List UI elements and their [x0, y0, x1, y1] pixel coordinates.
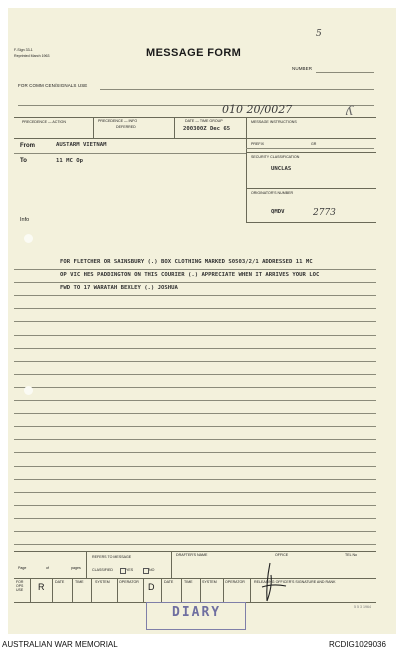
from-value: AUSTARM VIETNAM: [56, 142, 107, 148]
ruled-line: [14, 439, 376, 440]
print-code: 5 5 3 1964: [354, 605, 371, 609]
number-label: NUMBER: [292, 66, 313, 71]
ruled-line: [14, 400, 376, 401]
originator-value: QMDV: [271, 209, 285, 215]
info-label: Info: [20, 217, 30, 223]
ruled-line: [14, 361, 376, 362]
yes-label: YES: [126, 568, 134, 572]
ruled-line: [14, 518, 376, 519]
of-label: of: [46, 566, 49, 570]
signature: [258, 561, 288, 607]
ruled-line: [14, 308, 376, 309]
ruled-line: [14, 387, 376, 388]
dtg-value: 200300Z Dec 65: [183, 126, 231, 132]
ruled-line: [14, 348, 376, 349]
prefix-label: PREFIX: [251, 142, 264, 146]
originator-handwritten: 2773: [313, 208, 336, 218]
for-comm-label: FOR COMM CEN/SIGNALS USE: [18, 83, 88, 88]
dtg-label: DATE — TIME GROUP: [185, 119, 223, 123]
system-label-r: SYSTEM: [95, 580, 110, 584]
ruled-line: [14, 479, 376, 480]
originator-label: ORIGINATOR'S NUMBER: [251, 191, 294, 195]
punch-hole-bottom: [24, 386, 33, 395]
message-line-3: FWD TO 17 WARATAH BEXLEY (.) JOSHUA: [60, 285, 178, 291]
diary-stamp-text: DIARY: [172, 605, 222, 620]
drafter-label: DRAFTER'S NAME: [176, 553, 208, 557]
time-label-d: TIME: [184, 580, 193, 584]
ruled-line: [14, 531, 376, 532]
date-label-d: DATE: [164, 580, 174, 584]
system-label-d: SYSTEM: [202, 580, 217, 584]
office-label: OFFICE: [275, 553, 289, 557]
ruled-line: [14, 269, 376, 270]
operator-label-r: OPERATOR: [119, 580, 139, 584]
ruled-line: [14, 466, 376, 467]
time-label-r: TIME: [75, 580, 84, 584]
d-box-letter: D: [148, 582, 155, 592]
reprinted-note: Reprinted March 1963: [14, 54, 50, 58]
security-label: SECURITY CLASSIFICATION: [251, 155, 300, 159]
r-box-letter: R: [38, 582, 45, 592]
security-value: UNCLAS: [271, 166, 292, 172]
releasing-label: RELEASING OFFICER'S SIGNATURE AND RANK: [254, 580, 336, 584]
form-title: MESSAGE FORM: [146, 47, 242, 59]
ruled-line: [14, 374, 376, 375]
to-label: To: [20, 158, 27, 164]
margin-check-mark: ʎ: [346, 104, 354, 119]
tel-label: TEL No: [345, 553, 358, 557]
classified-label: CLASSIFIED: [92, 568, 113, 572]
from-label: From: [20, 143, 35, 149]
deferred-label: DEFERRED: [116, 125, 136, 129]
corner-mark: 5: [316, 29, 322, 39]
message-line-1: FOR FLETCHER OR SAINSBURY (.) BOX CLOTHING MARKED S0503/2/1 ADDRESSED 11 MC: [60, 259, 313, 265]
ruled-line: [14, 544, 376, 545]
footer-source: AUSTRALIAN WAR MEMORIAL: [2, 640, 118, 649]
gr-label: GR: [311, 142, 317, 146]
message-instructions-label: MESSAGE INSTRUCTIONS: [251, 120, 297, 124]
operator-label-d: OPERATOR: [225, 580, 245, 584]
form-code: F-Sign 33-1: [14, 48, 33, 52]
pages-label: pages: [71, 566, 81, 570]
to-value: 11 MC Op: [56, 158, 83, 164]
for-ops-use-label: FOR OPS USE: [16, 580, 24, 592]
ruled-line: [14, 505, 376, 506]
no-label: NO: [149, 568, 155, 572]
ruled-line: [14, 426, 376, 427]
precedence-action-label: PRECEDENCE — ACTION: [22, 120, 66, 124]
ruled-line: [14, 282, 376, 283]
page-label: Page: [18, 566, 27, 570]
footer-id: RCDIG1029036: [329, 640, 386, 649]
ruled-line: [14, 335, 376, 336]
date-label-r: DATE: [55, 580, 65, 584]
punch-hole-top: [24, 234, 33, 243]
ruled-line: [14, 295, 376, 296]
ruled-line: [14, 321, 376, 322]
ruled-line: [14, 452, 376, 453]
handwritten-serial: 010 20/0027: [222, 103, 293, 116]
ruled-line: [14, 413, 376, 414]
message-line-2: OP VIC HES PADDINGTON ON THIS COURIER (.) APPRECIATE WHEN IT ARRIVES YOUR LOC: [60, 272, 320, 278]
precedence-info-label: PRECEDENCE — INFO: [98, 119, 138, 123]
refers-label: REFERS TO MESSAGE: [92, 555, 132, 559]
ruled-line: [14, 492, 376, 493]
